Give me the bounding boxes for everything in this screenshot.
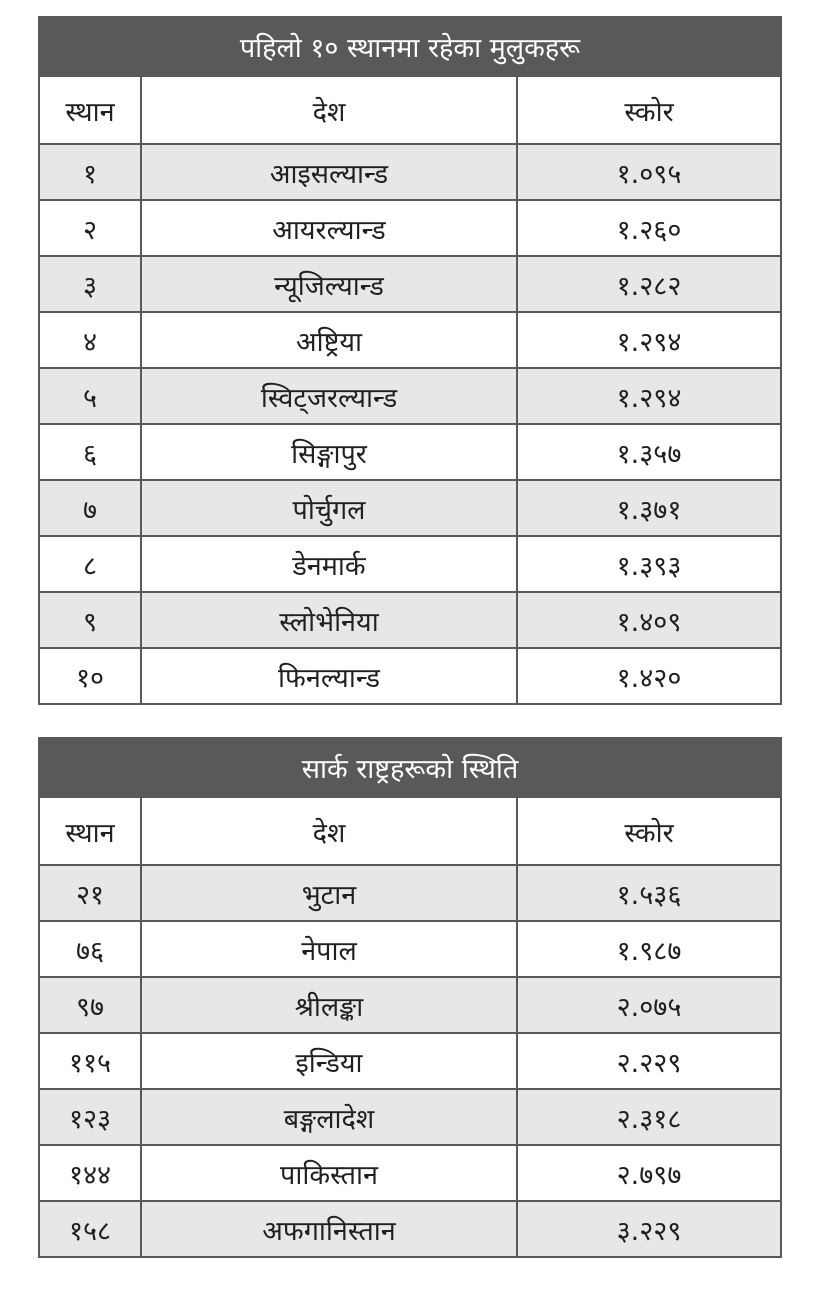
saarc-title: सार्क राष्ट्रहरूको स्थिति — [39, 738, 781, 797]
rank-cell: १० — [39, 648, 141, 704]
top10-title: पहिलो १० स्थानमा रहेका मुलुकहरू — [39, 17, 781, 76]
score-cell: १.४२० — [517, 648, 781, 704]
score-header: स्कोर — [517, 76, 781, 144]
score-cell: १.२६० — [517, 200, 781, 256]
country-header: देश — [141, 797, 517, 865]
rank-cell: १४४ — [39, 1145, 141, 1201]
country-cell: स्लोभेनिया — [141, 592, 517, 648]
rank-cell: ६ — [39, 424, 141, 480]
country-cell: पाकिस्तान — [141, 1145, 517, 1201]
table-row — [39, 865, 781, 921]
table-row — [39, 977, 781, 1033]
table-row — [39, 648, 781, 704]
country-cell: न्यूजिल्यान्ड — [141, 256, 517, 312]
rank-cell: ४ — [39, 312, 141, 368]
rank-cell: २१ — [39, 865, 141, 921]
table-row — [39, 368, 781, 424]
rank-cell: ७ — [39, 480, 141, 536]
score-cell: १.३५७ — [517, 424, 781, 480]
table-row — [39, 312, 781, 368]
score-cell: १.५३६ — [517, 865, 781, 921]
table-row — [39, 1201, 781, 1257]
score-cell: १.२८२ — [517, 256, 781, 312]
score-cell: १.४०९ — [517, 592, 781, 648]
country-header: देश — [141, 76, 517, 144]
country-cell: आयरल्यान्ड — [141, 200, 517, 256]
country-cell: श्रीलङ्का — [141, 977, 517, 1033]
country-cell: डेनमार्क — [141, 536, 517, 592]
table-row — [39, 1033, 781, 1089]
saarc-header-row — [39, 797, 781, 865]
table-row — [39, 1145, 781, 1201]
score-cell: २.०७५ — [517, 977, 781, 1033]
score-cell: २.३१८ — [517, 1089, 781, 1145]
table-row — [39, 536, 781, 592]
table-row — [39, 1089, 781, 1145]
country-cell: नेपाल — [141, 921, 517, 977]
rank-cell: १२३ — [39, 1089, 141, 1145]
table-row — [39, 256, 781, 312]
top10-title-row — [39, 17, 781, 76]
score-cell: १.२९४ — [517, 368, 781, 424]
table-row — [39, 144, 781, 200]
rank-cell: ११५ — [39, 1033, 141, 1089]
top10-header-row — [39, 76, 781, 144]
rank-cell: ९ — [39, 592, 141, 648]
rank-cell: ९७ — [39, 977, 141, 1033]
rank-cell: २ — [39, 200, 141, 256]
country-cell: फिनल्यान्ड — [141, 648, 517, 704]
country-cell: अफगानिस्तान — [141, 1201, 517, 1257]
saarc-title-row — [39, 738, 781, 797]
country-cell: भुटान — [141, 865, 517, 921]
country-cell: इन्डिया — [141, 1033, 517, 1089]
country-cell: सिङ्गापुर — [141, 424, 517, 480]
country-cell: बङ्गलादेश — [141, 1089, 517, 1145]
table-row — [39, 480, 781, 536]
table-row — [39, 200, 781, 256]
score-cell: १.०९५ — [517, 144, 781, 200]
country-cell: अष्ट्रिया — [141, 312, 517, 368]
rank-cell: ५ — [39, 368, 141, 424]
score-cell: १.२९४ — [517, 312, 781, 368]
table-row — [39, 921, 781, 977]
saarc-table — [38, 737, 782, 1258]
country-cell: पोर्चुगल — [141, 480, 517, 536]
rank-cell: ७६ — [39, 921, 141, 977]
table-row — [39, 424, 781, 480]
score-cell: १.३७१ — [517, 480, 781, 536]
rank-cell: १५८ — [39, 1201, 141, 1257]
score-cell: १.३९३ — [517, 536, 781, 592]
score-cell: २.२२९ — [517, 1033, 781, 1089]
rank-cell: १ — [39, 144, 141, 200]
rank-header: स्थान — [39, 797, 141, 865]
rank-header: स्थान — [39, 76, 141, 144]
score-cell: ३.२२९ — [517, 1201, 781, 1257]
top10-table — [38, 16, 782, 705]
score-cell: २.७९७ — [517, 1145, 781, 1201]
table-row — [39, 592, 781, 648]
score-cell: १.९८७ — [517, 921, 781, 977]
country-cell: आइसल्यान्ड — [141, 144, 517, 200]
score-header: स्कोर — [517, 797, 781, 865]
country-cell: स्विट्जरल्यान्ड — [141, 368, 517, 424]
rank-cell: ८ — [39, 536, 141, 592]
rank-cell: ३ — [39, 256, 141, 312]
